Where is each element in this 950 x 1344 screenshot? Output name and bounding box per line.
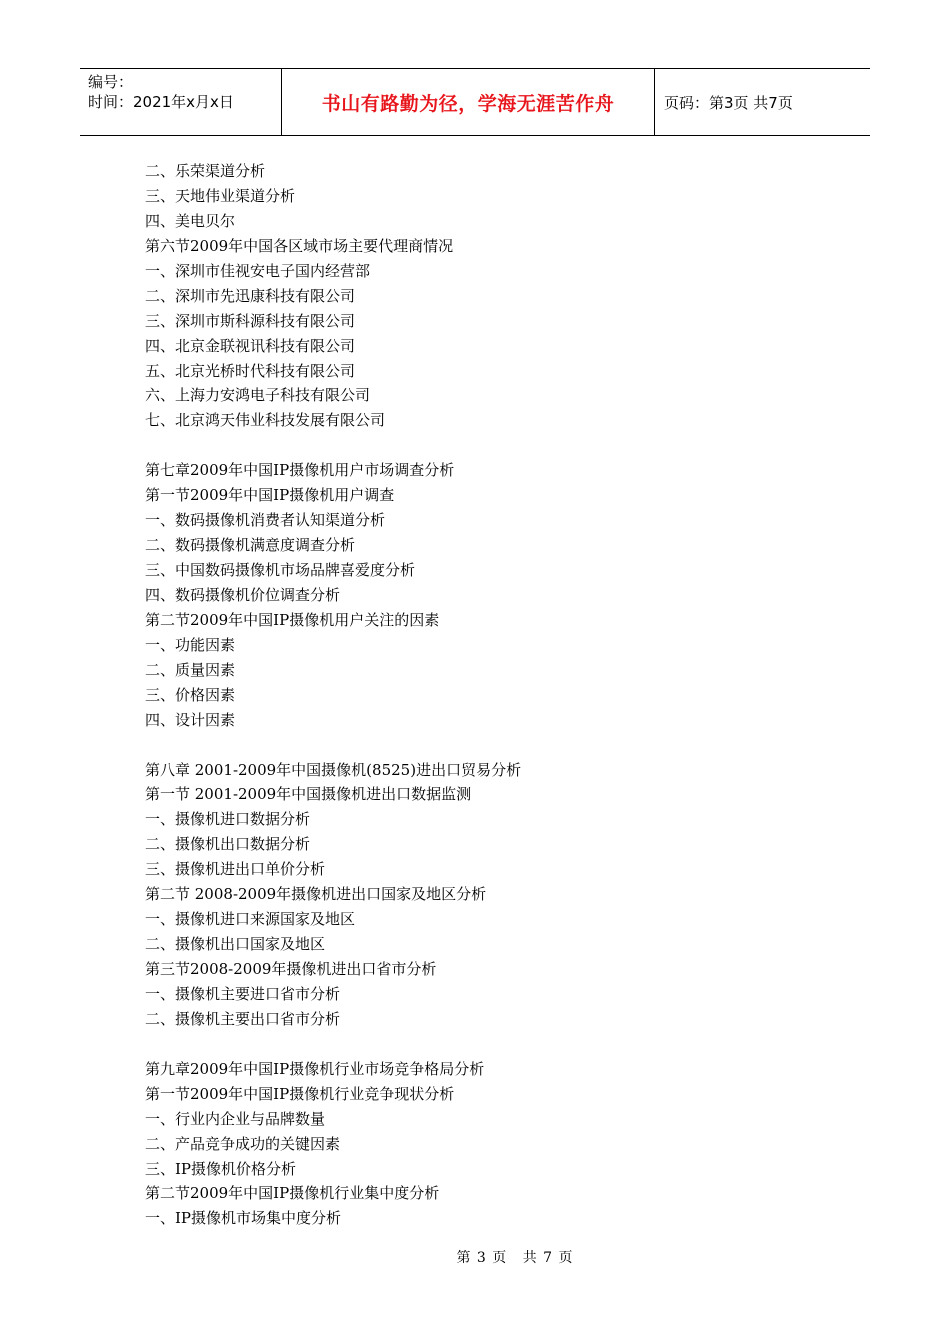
toc-entry: 三、深圳市斯科源科技有限公司 bbox=[145, 311, 356, 330]
toc-spacer bbox=[145, 1032, 845, 1057]
toc-entry: 二、摄像机出口国家及地区 bbox=[145, 935, 326, 954]
toc-entry: 一、功能因素 bbox=[145, 635, 236, 654]
toc-entry: 二、数码摄像机满意度调查分析 bbox=[145, 536, 356, 555]
toc-entry: 四、北京金联视讯科技有限公司 bbox=[145, 336, 356, 355]
toc-entry: 第二节 2008-2009年摄像机进出口国家及地区分析 bbox=[145, 885, 487, 904]
toc-entry: 六、上海力安鸿电子科技有限公司 bbox=[145, 386, 371, 405]
toc-spacer bbox=[145, 733, 845, 758]
toc-entry: 第二节2009年中国IP摄像机用户关注的因素 bbox=[145, 610, 440, 629]
toc-entry: 第九章2009年中国IP摄像机行业市场竞争格局分析 bbox=[145, 1059, 485, 1078]
toc-entry: 第三节2008-2009年摄像机进出口省市分析 bbox=[145, 960, 437, 978]
page-footer bbox=[0, 1247, 950, 1267]
toc-entry: 一、摄像机主要进口省市分析 bbox=[145, 984, 341, 1003]
toc-entry: 一、IP摄像机市场集中度分析 bbox=[145, 1209, 342, 1228]
toc-entry: 第六节2009年中国各区域市场主要代理商情况 bbox=[145, 236, 454, 255]
toc-entry: 四、数码摄像机价位调查分析 bbox=[145, 585, 341, 604]
toc-entry: 三、摄像机进出口单价分析 bbox=[145, 860, 326, 879]
document-number-label: 编号： bbox=[88, 73, 134, 91]
toc-entry: 五、北京光桥时代科技有限公司 bbox=[145, 361, 356, 380]
toc-entry: 三、中国数码摄像机市场品牌喜爱度分析 bbox=[145, 561, 416, 579]
toc-entry: 二、产品竞争成功的关键因素 bbox=[145, 1134, 341, 1153]
toc-entry: 第八章 2001-2009年中国摄像机(8525)进出口贸易分析 bbox=[145, 760, 522, 779]
toc-entry: 七、北京鸿天伟业科技发展有限公司 bbox=[145, 411, 386, 430]
toc-spacer bbox=[145, 433, 845, 458]
toc-entry: 一、摄像机进口来源国家及地区 bbox=[145, 910, 356, 929]
toc-entry: 二、质量因素 bbox=[145, 660, 236, 679]
toc-entry: 二、摄像机主要出口省市分析 bbox=[145, 1009, 341, 1028]
toc-entry: 二、摄像机出口数据分析 bbox=[145, 835, 311, 854]
toc-entry: 第七章2009年中国IP摄像机用户市场调查分析 bbox=[145, 461, 455, 480]
toc-entry: 第二节2009年中国IP摄像机行业集中度分析 bbox=[145, 1184, 440, 1203]
toc-entry: 第一节 2001-2009年中国摄像机进出口数据监测 bbox=[145, 785, 472, 804]
toc-entry: 一、深圳市佳视安电子国内经营部 bbox=[145, 261, 371, 280]
document-date: 时间：2021年x月x日 bbox=[88, 93, 234, 111]
toc-entry: 第一节2009年中国IP摄像机用户调查 bbox=[145, 486, 395, 505]
toc-entry: 一、摄像机进口数据分析 bbox=[145, 810, 311, 829]
toc-entry: 四、设计因素 bbox=[145, 710, 236, 729]
footer-page-total: 共 7 页 bbox=[522, 1250, 574, 1266]
header-page-info: 页码：第3页 共7页 bbox=[664, 93, 793, 112]
toc-entry: 一、行业内企业与品牌数量 bbox=[145, 1109, 326, 1128]
toc-entry: 二、乐荣渠道分析 bbox=[145, 162, 266, 180]
table-of-contents bbox=[145, 159, 845, 1231]
footer-page-number: 第 3 页 bbox=[456, 1250, 508, 1266]
header-motto: 书山有路勤为径，学海无涯苦作舟 bbox=[282, 69, 655, 135]
toc-entry: 四、美电贝尔 bbox=[145, 211, 236, 230]
page-header bbox=[80, 68, 870, 136]
toc-entry: 一、数码摄像机消费者认知渠道分析 bbox=[145, 511, 386, 530]
header-meta bbox=[80, 69, 282, 135]
toc-entry: 三、价格因素 bbox=[145, 685, 236, 704]
toc-entry: 第一节2009年中国IP摄像机行业竞争现状分析 bbox=[145, 1084, 455, 1103]
toc-entry: 三、天地伟业渠道分析 bbox=[145, 186, 296, 205]
toc-entry: 三、IP摄像机价格分析 bbox=[145, 1159, 297, 1178]
toc-entry: 二、深圳市先迅康科技有限公司 bbox=[145, 286, 356, 305]
